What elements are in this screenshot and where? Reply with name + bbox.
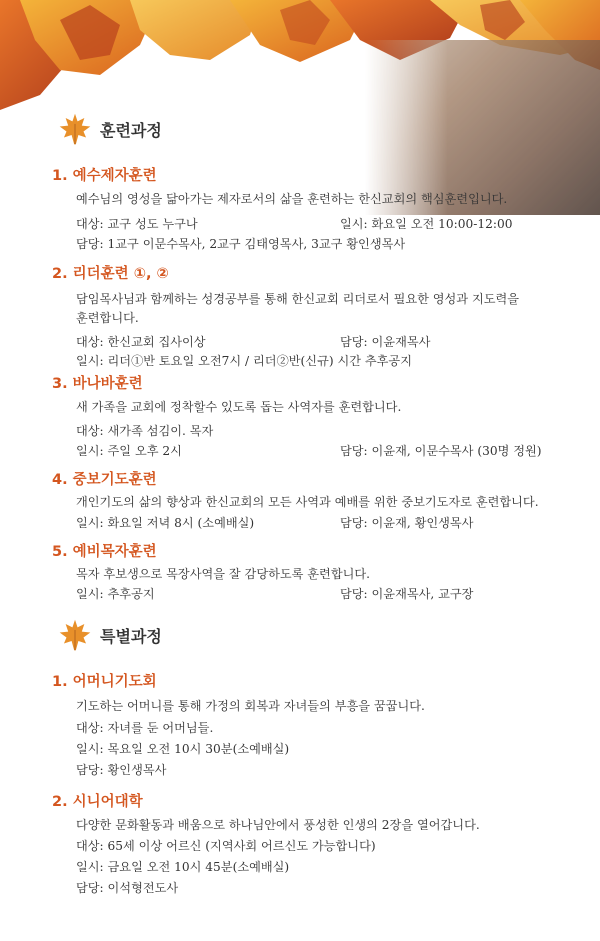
item-time: 일시: 화요일 저녁 8시 (소예배실): [76, 516, 255, 530]
item-description: 다양한 문화활동과 배움으로 하나님안에서 풍성한 인생의 2장을 열어갑니다.: [76, 818, 480, 832]
item-target: 대상: 한신교회 집사이상: [76, 335, 206, 349]
item-staff: 담당: 이윤재, 황인생목사: [340, 516, 474, 530]
item-time: 일시: 주일 오후 2시: [76, 444, 182, 458]
item-time: 일시: 금요일 오전 10시 45분(소예배실): [76, 860, 290, 874]
item-description: 개인기도의 삶의 향상과 한신교회의 모든 사역과 예배를 위한 중보기도자로 훈련합니다.: [76, 495, 539, 509]
item-description: 담임목사님과 함께하는 성경공부를 통해 한신교회 리더로서 필요한 영성과 지도력을: [76, 292, 520, 306]
item-time: 일시: 추후공지: [76, 587, 155, 601]
section-title: 특별과정: [100, 626, 162, 646]
item-title-disciple-training: 1. 예수제자훈련: [52, 168, 157, 184]
item-title-intercessory-training: 4. 중보기도훈련: [52, 472, 157, 488]
item-description: 예수님의 영성을 닮아가는 제자로서의 삶을 훈련하는 한신교회의 핵심훈련입니다.: [76, 192, 508, 206]
item-staff: 담당: 1교구 이문수목사, 2교구 김태영목사, 3교구 황인생목사: [76, 237, 406, 251]
item-target: 대상: 65세 이상 어르신 (지역사회 어르신도 가능합니다): [76, 839, 376, 853]
item-description: 기도하는 어머니를 통해 가정의 회복과 자녀들의 부흥을 꿈꿉니다.: [76, 699, 425, 713]
item-title-leader-training: 2. 리더훈련 ①, ②: [52, 266, 169, 282]
item-time: 일시: 목요일 오전 10시 30분(소예배실): [76, 742, 290, 756]
item-target: 대상: 교구 성도 누구나: [76, 217, 198, 231]
item-description: 새 가족을 교회에 정착할수 있도록 돕는 사역자를 훈련합니다.: [76, 400, 402, 414]
maple-leaf-icon: [58, 618, 92, 652]
item-title-mothers-prayer: 1. 어머니기도회: [52, 674, 157, 690]
item-staff: 담당: 이석형전도사: [76, 881, 179, 895]
item-staff: 담당: 이윤재목사, 교구장: [340, 587, 474, 601]
section-training-header: [58, 112, 162, 146]
item-staff: 담당: 이윤재, 이문수목사 (30명 정원): [340, 444, 542, 458]
item-description-cont: 훈련합니다.: [76, 311, 139, 325]
item-title-senior-college: 2. 시니어대학: [52, 794, 143, 810]
section-title: 훈련과정: [100, 120, 162, 140]
classroom-photo: [365, 40, 600, 215]
section-special-header: [58, 618, 162, 652]
item-description: 목자 후보생으로 목장사역을 잘 감당하도록 훈련합니다.: [76, 567, 371, 581]
item-staff: 담당: 황인생목사: [76, 763, 167, 777]
item-target: 대상: 새가족 섬김이. 목자: [76, 424, 214, 438]
item-time: 일시: 화요일 오전 10:00-12:00: [340, 217, 513, 231]
item-title-barnabas-training: 3. 바나바훈련: [52, 376, 143, 392]
item-time: 일시: 리더①반 토요일 오전7시 / 리더②반(신규) 시간 추후공지: [76, 354, 412, 368]
item-title-prospective-shepherd-training: 5. 예비목자훈련: [52, 544, 157, 560]
item-staff: 담당: 이윤재목사: [340, 335, 431, 349]
item-target: 대상: 자녀를 둔 어머님들.: [76, 721, 214, 735]
maple-leaf-icon: [58, 112, 92, 146]
